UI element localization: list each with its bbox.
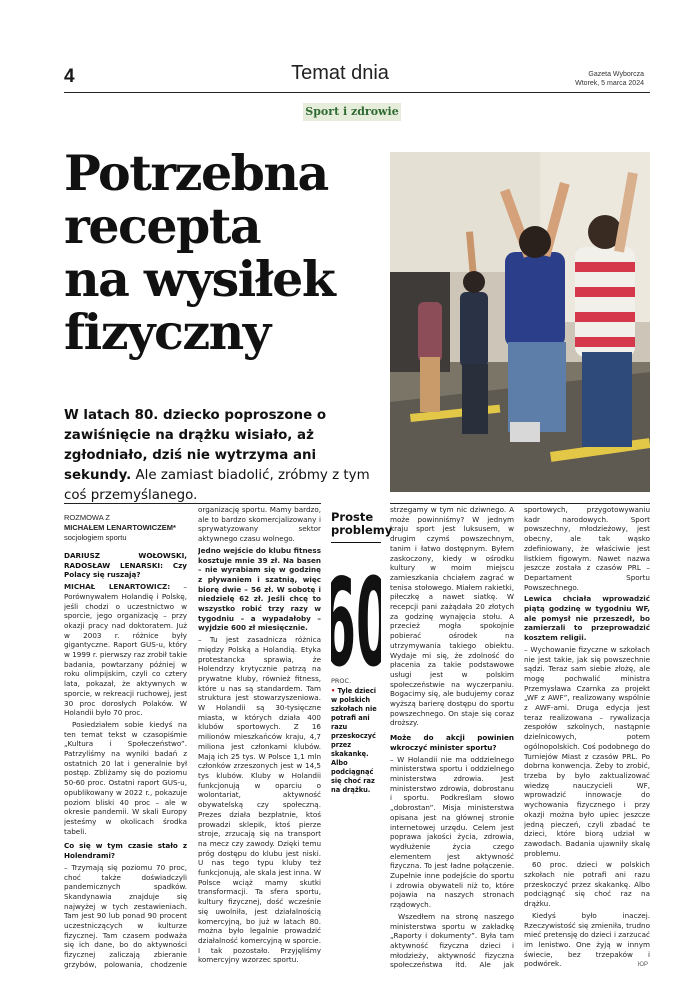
- column-2-body: [198, 505, 321, 970]
- col3-paragraph: [390, 755, 514, 910]
- col3-text: strzegamy w tym nic dziwnego. A może powinniśmy? W jednym kraju sport jest luksusem, w drugim czymś powszechnym, tanim i łatwo dostępnym. Byłem zaskoczony, kiedy w ośrodku kultury w moim miejscu zamieszkania chciałem zagrać w tenisa stołowego. Miałem rakietki, piłeczkę a nawet siatkę. W recepcji pani zażądała 20 złotych za godzinę wynajęcia stołu. A przecież mogła spokojnie pobierać ośrodek na utrzymywania takiego obiektu. Wydaje mi się, że zdolność do płacenia za takie podstawowe usługi jest w polskim społeczeństwie na wyczerpaniu. Bogacimy się, ale budujemy coraz wyższą barierę dostępu do sportu powszechnego. On staje się coraz droższy.: [390, 505, 514, 728]
- col1-paragraph: [64, 841, 187, 860]
- box-text: [331, 687, 381, 795]
- col4-paragraph: [524, 860, 650, 909]
- col2-paragraph: [198, 546, 321, 633]
- col2-paragraph: [198, 505, 321, 544]
- box-title: Proste problemy: [331, 511, 381, 543]
- column-3-body: [390, 505, 514, 970]
- col4-text: Lewica chciała wprowadzić piątą godzinę w tygodniu WF, ale pomysł nie przeszedł, bo zamierzali to przeprowadzić kosztem religii.: [524, 594, 650, 643]
- article-column-1: [64, 513, 187, 970]
- headline-line-4: fizyczny: [64, 303, 270, 361]
- col2-text: Jedno wejście do klubu fitness kosztuje mnie 39 zł. Na basen – nie wyrabiam się w godzinę z pływaniem i szatnią, więc biorę dwie – 56 zł. W sobotę i niedzielę 62 zł. Jeśli chcę to wszystko robić trzy razy w tygodniu – a wypadałoby – wyjdzie 600 zł miesięcznie.: [198, 545, 321, 633]
- col1-text: DARIUSZ WOŁOWSKI, RADOSŁAW LENARSKI: Czy Polacy się ruszają?: [64, 551, 187, 580]
- byline-role: socjologiem sportu: [64, 533, 127, 542]
- col4-paragraph: [524, 505, 650, 592]
- lead-paragraph: [64, 406, 382, 506]
- article-column-4: [524, 505, 650, 970]
- byline: [64, 513, 187, 543]
- col3-paragraph: [390, 912, 514, 970]
- column-1-body: [64, 551, 187, 970]
- col4-text: Kiedyś było inaczej. Rzeczywistość się zmieniła, trudno mieć pretensję do dzieci i zarzucać im lenistwo. One żyją w innym świecie, bez trzepaków i podwórek.: [524, 910, 650, 969]
- box-number-text: [331, 552, 381, 669]
- photo-credit: ЮP: [637, 962, 648, 968]
- col4-paragraph: [524, 645, 650, 858]
- header-rule: [64, 92, 650, 93]
- col1-paragraph: [64, 551, 187, 580]
- article-column-3: [390, 505, 514, 970]
- yoga-class-photo: [390, 152, 650, 492]
- col1-paragraph: [64, 582, 187, 718]
- byline-label: ROZMOWA Z: [64, 513, 110, 522]
- col1-paragraph: [64, 863, 187, 970]
- col1-text: – Trzymają się poziomu 70 proc, choć także doświadczyli pandemicznych spadków. Skandynawia znajduje się najwyżej w tych zestawieniach. Tam jest 90 lub ponad 90 procent uczestniczących w kulturze fizycznej. Tam czasem podważa się ich dane, bo do aktywności fizycznej zaliczają zbieranie grzybów, polowania, chodzenie: [64, 862, 187, 969]
- col3-text: Może do akcji powinien wkroczyć minister sportu?: [390, 733, 514, 752]
- col1-text: – Porównywałem Holandię i Polskę, jeśli chodzi o uczestnictwo w sporcie, jego organizację – przy okazji pracy nad doktoratem. Już w 2003 r. różnice były gigantyczne. Raport GUS-u, który w 1999 r. pierwszy raz zrobił takie badania, powtarzany później w roku olimpijskim, czyli co cztery lata, pokazał, że aktywnych w sporcie, w rekreacji ruchowej, jest 30 proc dorosłych Polaków. W Holandii było 70 proc.: [64, 582, 187, 718]
- col3-text: – W Holandii nie ma oddzielnego ministerstwa sportu i oddzielnego ministerstwa zdrowia. Jest ministerstwo zdrowia, dobrostanu i sportu. Podkreślam słowo „dobrostan”. Misja ministerstwa opisana jest na głównej stronie internetowej urzędu. Celem jest poprawa jakości życia, zdrowia, wydłużenie życia czego elementem jest aktywność fizyczna. To jest ładne połączenie. Zupełnie inne podejście do sportu i zdrowia obywateli niż to, które pojawia na naszych stronach rządowych.: [390, 754, 514, 910]
- rubric-label: Sport i zdrowie: [303, 103, 401, 121]
- byline-name: MICHAŁEM LENARTOWICZEM*: [64, 523, 176, 532]
- col1-text: Co się w tym czasie stało z Holendrami?: [64, 841, 187, 861]
- box-text-body: Tyle dzieci w polskich szkołach nie potrafi ani razu przeskoczyć przez skakankę. Albo podciągnąć się choć raz na drążku.: [331, 687, 377, 794]
- col2-text: organizację sportu. Mamy bardzo, ale to bardzo skomercjalizowany i sprywatyzowany sektor aktywnego czasu wolnego.: [198, 505, 321, 544]
- sidebar-box: [331, 510, 393, 795]
- col4-paragraph: [524, 911, 650, 969]
- col1-text: Posiedziałem sobie kiedyś na ten temat tekst w czasopiśmie „Kultura i Społeczeństwo”. Patrzyliśmy na wyniki badań z ostatnich 20 lat i generalnie był postęp. Zbliżamy się do poziomu 50-60 proc. Ostatni raport GUS-u, opublikowany w 2022 r., pokazuje poziom bliski 40 proc – ale w okresie pandemii. W skali Europy jesteśmy w okolicach środka tabeli.: [64, 719, 187, 836]
- col3-text: Wszedłem na stronę naszego ministerstwa sportu w zakładkę „Raporty i dokumenty”. Była tam aktywność fizyczna dzieci i młodzieży, aktywność fizyczna społeczeństwa itd. Ale jak: [390, 911, 514, 970]
- article-column-2: [198, 505, 321, 970]
- col3-paragraph: [390, 505, 514, 728]
- col2-text: – Tu jest zasadnicza różnica między Polską a Holandią. Etyka protestancka sprawia, że Holendrzy krytycznie patrzą na prywatne kluby, również fitness, które u nas są standardem. Tam struktura jest stowarzyszeniowa. W Holandii są 30-tysięczne miasta, w których działa 400 klubów sportowych. Z 16 milionów mieszkańców kraju, 4,7 miliona jest członkami klubów. Mają ich 25 tys. W Polsce 1,1 mln członków zrzeszonych jest w 14,5 tys klubów. Kluby w Holandii funkcjonują w oparciu o wolontariat, aktywność obywatelską czy społeczną. Prezes działa bezpłatnie, ktoś prowadzi sklepik, ktoś pierze stroje, zrzucają się na transport na mecz czy zawody. Dzięki temu próg dostępu do klubu jest niski. U nas tego typu kluby też funkcjonują, ale skala jest inna. W Polsce wciąż mamy skutki transformacji. Ta sfera sportu, kultury fizycznej, dość wcześnie się uwolniła, jest działalnością komercyjną, bo już w latach 80. można było legalnie prowadzić działalność komercyjną w sporcie. I tak pozostało. Przyjęliśmy komercyjny wzorzec sportu.: [198, 635, 321, 965]
- col2-paragraph: [198, 635, 321, 965]
- box-bullet: •: [331, 687, 336, 695]
- col3-paragraph: [390, 733, 514, 752]
- page-number: 4: [64, 66, 75, 87]
- headline-line-1: Potrzebna: [64, 144, 328, 202]
- col4-text: – Wychowanie fizyczne w szkołach nie jest takie, jak się powszechnie sądzi. Teraz sam siebie złożę, ale mogę pochwalić ministra Przemysława Czarnka za projekt „WF z AWF”, realizowany wspólnie z AWF-ami. Druga edycja jest teraz realizowana – rywalizacja zespołów szkolnych, nastąpnie dzielnicowych, potem ogólnopolskich. Coś podobnego do Turniejów Miast z czasów PRL. Po dobrna konwencja. Żeby to zrobić, trzeba by było zaktualizować wiedzę nauczycieli WF, wprowadzić innowacje do wychowania fizycznego i przy okazji można było upiec jeszcze jedną pieczeń, czyli zbadać te dzieci, które biorą udział w zawodach. Badania ujawniły skalę problemu.: [524, 644, 650, 858]
- col1-speaker: MICHAŁ LENARTOWICZ:: [64, 582, 171, 592]
- column-rule-1: [64, 503, 321, 504]
- issue-date: Wtorek, 5 marca 2024: [575, 80, 644, 87]
- box-unit: PROC.: [331, 677, 352, 685]
- headline-line-2: recepta: [64, 197, 261, 255]
- paper-name: Gazeta Wyborcza: [588, 71, 644, 78]
- article-photo: [390, 152, 650, 492]
- column-rule-2: [390, 503, 650, 504]
- lead-rest: Ale zamiast biadolić, zróbmy z tym coś przemyślanego.: [64, 468, 370, 503]
- col4-text: sportowych, przygotowywaniu kadr narodowych. Sport powszechny, młodzieżowy, jest obecny, ale tak wąsko zdefiniowany, że właściwie jest listkiem figowym. Nawet nazwa jeszcze została z czasów PRL – Departament Sportu Powszechnego.: [524, 505, 650, 592]
- masthead: [575, 70, 644, 88]
- headline-line-3: na wysiłek: [64, 250, 335, 308]
- col4-paragraph: [524, 594, 650, 643]
- headline: [64, 144, 384, 361]
- column-4-body: [524, 505, 650, 970]
- section-title: Temat dnia: [291, 62, 389, 84]
- col1-paragraph: [64, 720, 187, 836]
- col4-text: 60 proc. dzieci w polskich szkołach nie potrafi ani razu przeskoczyć przez skakankę. Albo podciągnąć się choć raz na drążku.: [524, 860, 650, 909]
- lead-bold: W latach 80. dziecko poproszone o zawiśnięcie na drążku wisiało, aż zgłodniało, dziś nie wytrzyma ani sekundy.: [64, 408, 327, 483]
- box-number: [331, 549, 381, 673]
